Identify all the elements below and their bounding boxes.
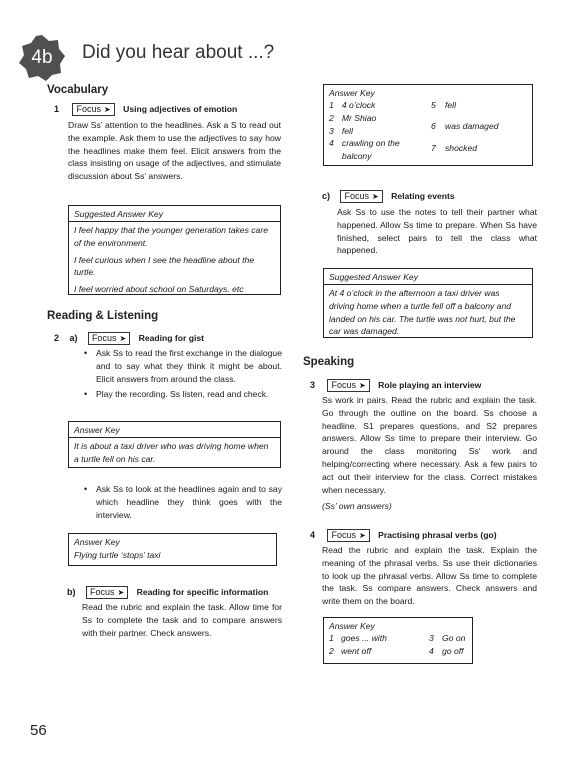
answer-text: crawling on the balcony	[341, 138, 400, 162]
answer-row	[429, 632, 465, 645]
focus-text: Focus	[344, 191, 369, 201]
focus-label	[88, 332, 130, 345]
exercise-4-instructions: Read the rubric and explain the task. Explain the meaning of the phrasal verbs. Ss use their dictionaries to look up the phrasal verbs. Allow Ss time to complete the task. Ss compare answers. Check answers and write them on the board.	[322, 545, 537, 607]
exercise-2a-header	[54, 328, 284, 346]
answer-text: Mr Shiao	[341, 112, 377, 123]
box-content	[324, 99, 532, 166]
box-content	[324, 632, 472, 661]
answer-num: 5	[431, 100, 436, 110]
exercise-2b-instructions: Read the rubric and explain the task. Allow time for Ss to complete the task and to compare answers with their partner. Check answers.	[82, 602, 282, 638]
focus-description: Reading for gist	[138, 333, 205, 343]
bullet-item: • Play the recording. Ss listen, read and check.	[82, 388, 282, 401]
focus-text: Focus	[91, 333, 117, 343]
answer-num: 3	[429, 633, 434, 643]
focus-text: Focus	[331, 530, 356, 540]
focus-description: Relating events	[391, 191, 455, 201]
answer-text: shocked	[445, 142, 478, 153]
lesson-number: 4b	[31, 47, 53, 68]
exercise-2b-header	[67, 582, 297, 600]
focus-description: Reading for specific information	[136, 587, 269, 597]
answer-num: 3	[329, 125, 334, 136]
answer-key-box-2b	[323, 84, 533, 166]
box-content: It is about a taxi driver who was driving home when a turtle fell on his car.	[74, 441, 269, 464]
arrow-right-icon: ➤	[103, 105, 111, 114]
answer-text: goes ... with	[341, 633, 387, 643]
focus-label	[327, 529, 369, 542]
answer-num: 4	[429, 645, 434, 656]
answer-num: 2	[329, 112, 334, 123]
arrow-right-icon: ➤	[119, 334, 127, 343]
answers-left	[329, 99, 431, 163]
exercise-number: 4	[310, 530, 316, 540]
answer-key-box-4	[323, 617, 473, 664]
arrow-right-icon: ➤	[358, 531, 366, 540]
answer-row	[429, 645, 465, 658]
answer-line: I feel happy that the younger generation takes care of the environment.	[74, 225, 268, 248]
answers-right	[431, 99, 499, 163]
answers-left	[329, 632, 429, 658]
exercise-1-header	[54, 99, 284, 117]
exercise-4-header	[310, 525, 550, 543]
focus-description: Role playing an interview	[378, 380, 482, 390]
reading-heading: Reading & Listening	[47, 310, 159, 322]
bullet-item: • Ask Ss to read the first exchange in the dialogue and to say what they think it might be about. Elicit answers from around the class.	[82, 347, 282, 385]
page-number: 56	[30, 722, 47, 739]
answer-row	[329, 112, 431, 125]
answers-right	[429, 632, 465, 658]
box-content: At 4 o’clock in the afternoon a taxi driver was driving home when a turtle fell off a balcony and landed on his car. The turtle was not hurt, but the car was damaged.	[329, 288, 516, 337]
answer-row	[431, 142, 499, 163]
answer-text: Go on	[442, 633, 466, 643]
box-title: Suggested Answer Key	[324, 269, 532, 285]
answer-row	[431, 99, 499, 120]
focus-description: Using adjectives of emotion	[123, 104, 238, 114]
box-title: Suggested Answer Key	[69, 206, 280, 222]
answer-num: 6	[431, 121, 436, 132]
box-content	[69, 222, 280, 299]
box-content: Flying turtle ‘stops’ taxi	[74, 550, 161, 560]
speaking-heading: Speaking	[303, 356, 355, 368]
answer-text: go off	[442, 645, 464, 656]
exercise-3-header	[310, 375, 550, 393]
focus-label	[327, 379, 369, 392]
page-title: Did you hear about ...?	[82, 42, 275, 63]
exercise-part: b)	[67, 587, 76, 597]
focus-text: Focus	[331, 380, 356, 390]
answer-text: 4 o’clock	[341, 100, 376, 110]
answer-row	[329, 632, 429, 645]
answer-num: 1	[329, 633, 334, 643]
answer-num: 1	[329, 100, 334, 110]
answer-num: 2	[329, 645, 334, 656]
answer-text: was damaged	[445, 121, 499, 132]
exercise-1-instructions: Draw Ss’ attention to the headlines. Ask a S to read out the example. Ask them to use the adjectives to say how the headlines make them feel. Elicit answers from the class insisting on usage of the adjectives, and stimulate discussion about Ss’ answers.	[68, 120, 281, 182]
suggested-answer-box-1	[68, 205, 281, 295]
answer-key-box-2a	[68, 421, 281, 468]
exercise-3-instructions: Ss work in pairs. Read the rubric and explain the task. Go through the outline on the board. Ss choose a headline. S1 prepares questions, and S2 prepares answers. Allow Ss time to prepare their interview. Go around the class monitoring Ss’ work and helping/correcting where necessary. Ask a few pairs to act out their interview for the class. Correct mistakes when necessary.	[322, 395, 537, 495]
answer-row	[329, 125, 431, 138]
answer-row	[329, 137, 431, 163]
suggested-answer-box-2c	[323, 268, 533, 338]
focus-text: Focus	[76, 104, 101, 114]
answer-row	[329, 645, 429, 658]
box-title: Answer Key	[69, 422, 280, 438]
exercise-3-note: (Ss’ own answers)	[322, 501, 392, 511]
exercise-2c-header	[322, 186, 552, 204]
arrow-right-icon: ➤	[371, 192, 379, 201]
exercise-2a-bullets-2	[82, 483, 282, 524]
focus-label	[86, 586, 128, 599]
answer-row	[329, 99, 431, 112]
exercise-number: 1	[54, 104, 60, 114]
focus-text: Focus	[89, 587, 115, 597]
answer-line: I feel curious when I see the headline about the turtle.	[74, 254, 255, 278]
exercise-number: 3	[310, 380, 316, 390]
exercise-number: 2	[54, 333, 60, 343]
answer-text: fell	[445, 100, 456, 110]
box-title: Answer Key	[329, 88, 375, 98]
focus-description: Practising phrasal verbs (go)	[378, 530, 497, 540]
exercise-2c-instructions: Ask Ss to use the notes to tell their partner what happened. Allow Ss time to prepare. When Ss have finished, select pairs to tell the class what happened.	[337, 207, 537, 256]
arrow-right-icon: ➤	[117, 588, 125, 597]
vocabulary-heading: Vocabulary	[47, 84, 109, 96]
focus-label	[72, 103, 114, 116]
exercise-part: a)	[69, 333, 78, 343]
focus-label	[340, 190, 382, 203]
answer-row	[431, 120, 499, 141]
lesson-badge	[18, 34, 66, 82]
arrow-right-icon: ➤	[358, 381, 366, 390]
exercise-part: c)	[322, 191, 331, 201]
answer-line: I feel worried about school on Saturdays. etc	[74, 284, 244, 295]
answer-key-box-headline	[68, 533, 277, 566]
answer-num: 4	[329, 138, 334, 149]
answer-text: fell	[341, 125, 353, 136]
answer-num: 7	[431, 142, 436, 153]
answer-text: went off	[341, 645, 372, 656]
bullet-item: • Ask Ss to look at the headlines again and to say which headline they think goes with the interview.	[82, 483, 282, 521]
box-title: Answer Key	[329, 621, 375, 631]
box-title: Answer Key	[74, 537, 120, 547]
exercise-2a-bullets	[82, 347, 282, 404]
